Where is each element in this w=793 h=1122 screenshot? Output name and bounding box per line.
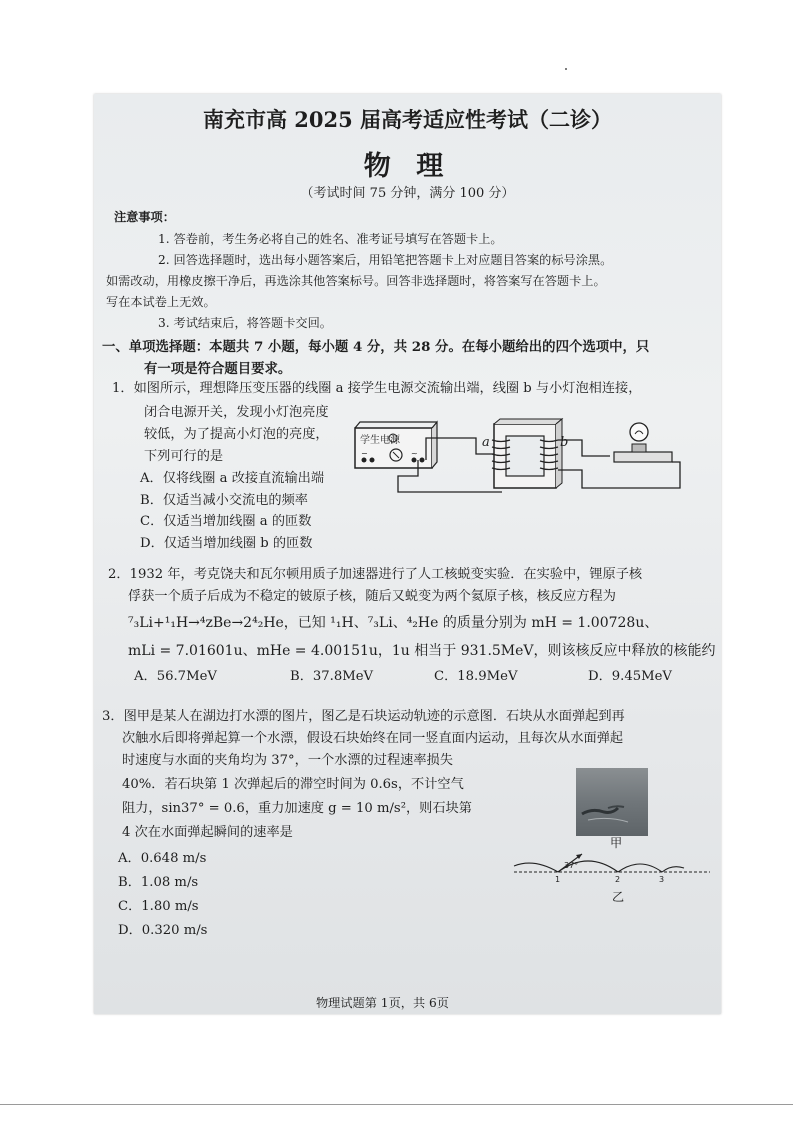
wire: [558, 462, 680, 488]
q1-option-c: C．仅适当增加线圈 a 的匝数: [140, 514, 312, 529]
q3-option-c: C．1.80 m/s: [118, 899, 199, 914]
q3-stem: 次触水后即将弹起算一个水漂，假设石块始终在同一竖直面内运动，且每次从水面弹起: [122, 731, 624, 746]
notice-item: 1. 答卷前，考生务必将自己的姓名、准考证号填写在答题卡上。: [158, 232, 503, 246]
q3-stem: 3．图甲是某人在湖边打水漂的图片，图乙是石块运动轨迹的示意图．石块从水面弹起到再: [102, 709, 625, 724]
q2-option-c: C．18.9MeV: [434, 669, 518, 684]
q2-option-d: D．9.45MeV: [588, 669, 672, 684]
trajectory-arc: [514, 863, 558, 872]
q1-stem: 闭合电源开关，发现小灯泡亮度: [144, 405, 329, 420]
angle-label: 37°: [564, 861, 579, 870]
exam-sheet: [94, 94, 721, 1014]
q1-stem: 1．如图所示，理想降压变压器的线圈 a 接学生电源交流输出端，线圈 b 与小灯泡相连接，: [112, 381, 642, 396]
page-divider: [0, 1104, 793, 1105]
point-label: 1: [555, 875, 561, 884]
q3-stem: 时速度与水面的夹角均为 37°，一个水漂的过程速率损失: [122, 753, 453, 768]
stone-skipping-photo: [576, 768, 648, 836]
lamp-base: [614, 452, 672, 462]
trajectory-arc: [618, 864, 662, 872]
q2-option-a: A．56.7MeV: [134, 669, 217, 684]
terminal-icon: [370, 458, 375, 463]
stray-mark: [565, 68, 567, 70]
q1-option-b: B．仅适当减小交流电的频率: [140, 493, 308, 508]
photo-label: 甲: [610, 836, 623, 850]
notice-item: 写在本试卷上无效。: [106, 295, 216, 309]
q2-stem: 俘获一个质子后成为不稳定的铍原子核，随后又蜕变为两个氦原子核，核反应方程为: [128, 589, 616, 604]
trajectory-arc: [662, 867, 684, 872]
light-bulb-icon: [630, 423, 648, 441]
terminal-icon: [420, 458, 425, 463]
q1-stem: 较低，为了提高小灯泡的亮度，: [144, 427, 329, 442]
section-heading-cont: 有一项是符合题目要求。: [144, 361, 292, 377]
q3-option-d: D．0.320 m/s: [118, 923, 208, 938]
q3-stem: 阻力，sin37° = 0.6，重力加速度 g = 10 m/s²，则石块第: [122, 801, 472, 816]
q1-option-d: D．仅适当增加线圈 b 的匝数: [140, 536, 313, 551]
trajectory-diagram: [512, 846, 712, 886]
q1-option-a: A．仅将线圈 a 改接直流输出端: [140, 471, 325, 486]
q3-option-a: A．0.648 m/s: [118, 851, 207, 866]
terminal-icon: [362, 458, 367, 463]
q3-option-b: B．1.08 m/s: [118, 875, 199, 890]
notice-item: 3. 考试结束后，将答题卡交回。: [158, 316, 332, 330]
page-footer: 物理试题第 1页，共 6页: [316, 996, 449, 1010]
exam-title: 南充市高 2025 届高考适应性考试（二诊）: [202, 107, 613, 132]
q2-equation: ⁷₃Li+¹₁H→⁴ᴢBe→2⁴₂He，已知 ¹₁H、⁷₃Li、⁴₂He 的质量分别为 mH = 1.00728u、: [128, 615, 659, 631]
transformer-circuit-figure: [352, 416, 684, 506]
diagram-label: 乙: [612, 890, 625, 904]
q3-stem: 40%．若石块第 1 次弹起后的滞空时间为 0.6s，不计空气: [122, 777, 464, 792]
exam-info: （考试时间 75 分钟，满分 100 分）: [300, 186, 515, 201]
point-label: 2: [615, 875, 621, 884]
terminal-icon: [412, 458, 417, 463]
subject-title: 物 理: [363, 151, 452, 182]
q1-stem: 下列可行的是: [144, 449, 224, 464]
section-heading: 一、单项选择题：本题共 7 小题，每小题 4 分，共 28 分。在每小题给出的四个选项中，只: [102, 339, 650, 355]
notice-item: 如需改动，用橡皮擦干净后，再选涂其他答案标号。回答非选择题时，将答案写在答题卡上。: [106, 274, 606, 288]
q3-stem: 4 次在水面弹起瞬间的速率是: [122, 825, 293, 840]
notice-item: 2. 回答选择题时，选出每小题答案后，用铅笔把答题卡上对应题目答案的标号涂黑。: [158, 253, 613, 267]
q2-option-b: B．37.8MeV: [290, 669, 374, 684]
svg-text:−: −: [361, 449, 368, 458]
point-label: 3: [659, 875, 665, 884]
coil-a-label: a: [482, 435, 490, 450]
coil-b-label: b: [560, 435, 569, 450]
notice-heading: 注意事项：: [114, 210, 175, 224]
q2-masses: mLi = 7.01601u、mHe = 4.00151u，1u 相当于 931.5MeV，则该核反应中释放的核能约: [128, 643, 716, 659]
q2-stem: 2．1932 年，考克饶夫和瓦尔顿用质子加速器进行了人工核蜕变实验．在实验中，锂原子核: [108, 567, 643, 582]
svg-text:~: ~: [411, 449, 418, 458]
power-supply-label: 学生电源: [360, 435, 400, 446]
